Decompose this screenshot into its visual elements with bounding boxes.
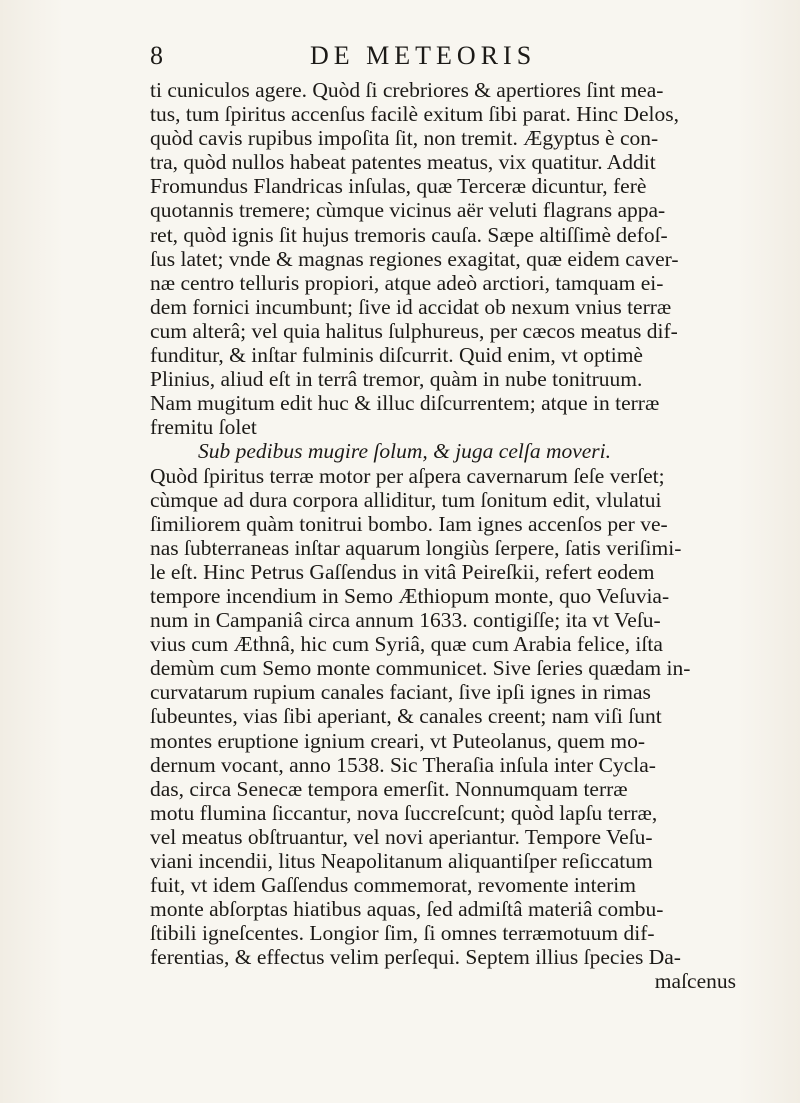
- text-line: funditur, & inſtar fulminis diſcurrit. Quid enim, vt optimè: [150, 343, 643, 368]
- text-line: tempore incendium in Semo Æthiopum monte, quo Veſuvia-: [150, 583, 670, 608]
- text-line: quotannis tremere; cùmque vicinus aër veluti flagrans appa-: [150, 198, 666, 223]
- text-line: vius cum Æthnâ, hic cum Syriâ, quæ cum Arabia felice, iſta: [150, 632, 663, 657]
- text-line: ti cuniculos agere. Quòd ſi crebriores & apertiores ſint mea-: [150, 78, 664, 102]
- text-line: næ centro telluris propiori, atque adeò arctiori, tamquam ei-: [150, 270, 664, 295]
- text-line: dernum vocant, anno 1538. Sic Theraſia inſula inter Cycla-: [150, 752, 656, 777]
- text-line: fremitu ſolet: [150, 415, 257, 440]
- text-line: cum alterâ; vel quia halitus ſulphureus, per cæcos meatus dif-: [150, 318, 678, 343]
- text-line: le eſt. Hinc Petrus Gaſſendus in vitâ Peireſkii, refert eodem: [150, 559, 655, 584]
- text-line: Quòd ſpiritus terræ motor per aſpera cavernarum ſeſe verſet;: [150, 463, 665, 488]
- text-line: ſus latet; vnde & magnas regiones exagitat, quæ eidem caver-: [150, 246, 679, 271]
- text-line: motu flumina ſiccantur, nova ſuccreſcunt; quòd lapſu terræ,: [150, 800, 658, 825]
- text-line: ſimiliorem quàm tonitrui bombo. Iam ignes accenſos per ve-: [150, 511, 668, 536]
- text-line: vel meatus obſtruantur, vel novi aperiantur. Tempore Veſu-: [150, 824, 653, 849]
- text-line: dem fornici incumbunt; ſive id accidat ob nexum vnius terræ: [150, 294, 672, 319]
- text-line: monte abſorptas hiatibus aquas, ſed admiſtâ materiâ combu-: [150, 897, 664, 922]
- verse-quotation: Sub pedibus mugire ſolum, & juga celſa moveri.: [198, 439, 612, 464]
- text-line: quòd cavis rupibus impoſita ſit, non tremit. Ægyptus è con-: [150, 126, 659, 151]
- text-line: demùm cum Semo monte communicet. Sive ſeries quædam in-: [150, 656, 691, 681]
- text-line: montes eruptione ignium creari, vt Puteolanus, quem mo-: [150, 728, 645, 753]
- text-line: Nam mugitum edit huc & illuc diſcurrentem; atque in terræ: [150, 391, 660, 416]
- text-line: ſubeuntes, vias ſibi aperiant, & canales creent; nam viſi ſunt: [150, 704, 662, 729]
- text-line: num in Campaniâ circa annum 1633. contigiſſe; ita vt Veſu-: [150, 608, 661, 633]
- text-line: tra, quòd nullos habeat patentes meatus, vix quatitur. Addit: [150, 150, 656, 175]
- page-number: 8: [150, 41, 163, 70]
- text-line: Plinius, aliud eſt in terrâ tremor, quàm in nube tonitruum.: [150, 367, 643, 392]
- text-line: ret, quòd ignis ſit hujus tremoris cauſa. Sæpe altiſſimè defoſ-: [150, 222, 668, 247]
- body-text: [150, 78, 750, 994]
- text-line: curvatarum rupium canales faciant, ſive ipſi ignes in rimas: [150, 680, 651, 705]
- text-line: cùmque ad dura corpora alliditur, tum ſonitum edit, vlulatui: [150, 487, 662, 512]
- text-line: fuit, vt idem Gaſſendus commemorat, revomente interim: [150, 873, 637, 898]
- page-header: [150, 36, 740, 76]
- text-line: tus, tum ſpiritus accenſus facilè exitum ſibi parat. Hinc Delos,: [150, 102, 680, 127]
- catchword: maſcenus: [654, 969, 736, 994]
- text-line: das, circa Senecæ tempora emerſit. Nonnumquam terræ: [150, 776, 628, 801]
- text-line: viani incendii, litus Neapolitanum aliquantiſper reſiccatum: [150, 849, 653, 873]
- text-line: Fromundus Flandricas inſulas, quæ Terceræ dicuntur, ferè: [150, 174, 647, 199]
- running-title: DE METEORIS: [310, 41, 537, 70]
- text-line: ferentias, & effectus velim perſequi. Septem illius ſpecies Da-: [150, 945, 681, 970]
- text-line: ſtibili igneſcentes. Longior ſim, ſi omnes terræmotuum dif-: [150, 921, 655, 946]
- text-line: nas ſubterraneas inſtar aquarum longiùs ſerpere, ſatis veriſimi-: [150, 535, 682, 560]
